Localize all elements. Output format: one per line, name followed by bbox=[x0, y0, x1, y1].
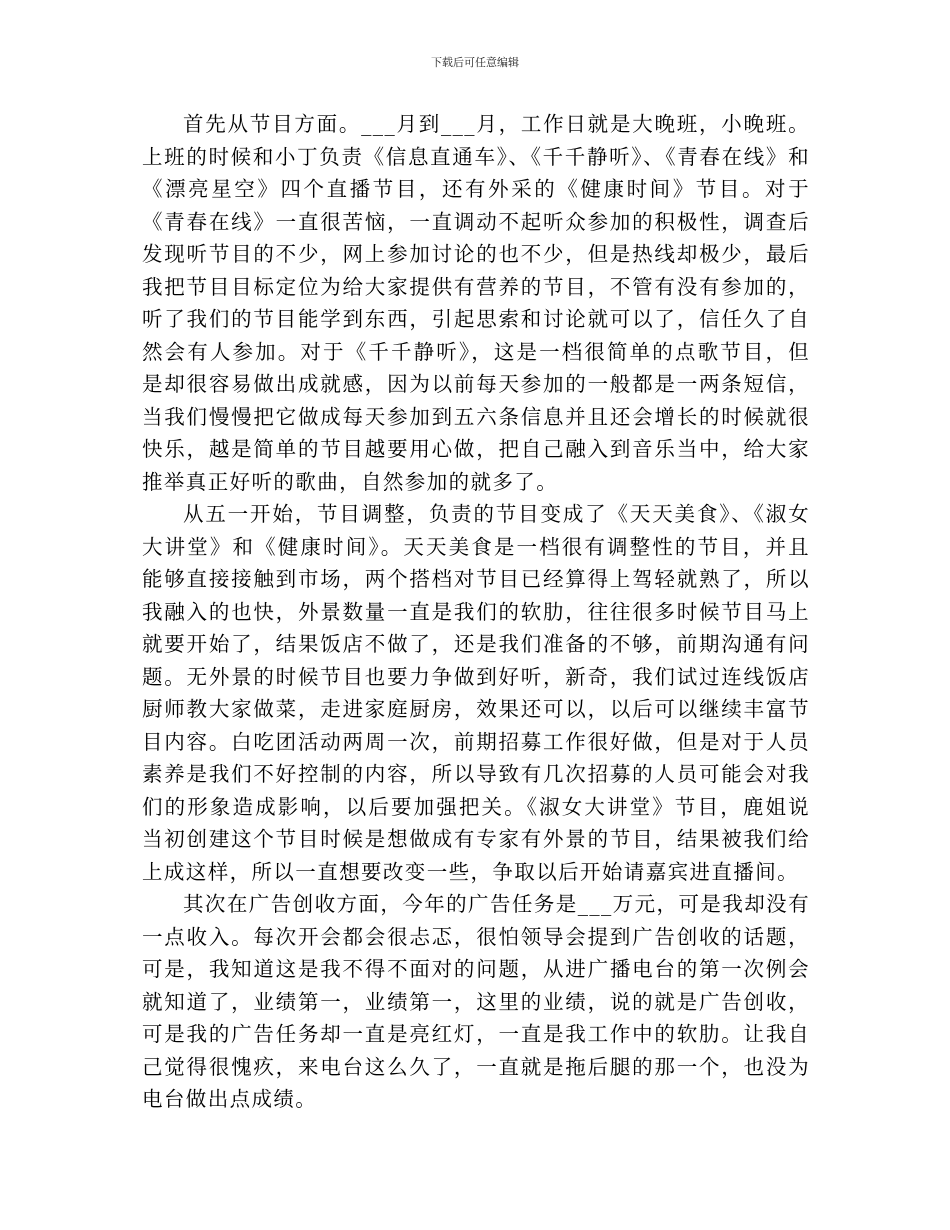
document-body bbox=[142, 108, 810, 1116]
paragraph-program-adjustment: 从五一开始，节目调整，负责的节目变成了《天天美食》、《淑女大讲堂》和《健康时间》。天天美食是一档很有调整性的节目，并且能够直接接触到市场，两个搭档对节目已经算得上驾轻就熟了，所以我融入的也快，外景数量一直是我们的软肋，往往很多时候节目马上就要开始了，结果饭店不做了，还是我们准备的不够，前期沟通有问题。无外景的时候节目也要力争做到好听，新奇，我们试过连线饭店厨师教大家做菜，走进家庭厨房，效果还可以，以后可以继续丰富节目内容。白吃团活动两周一次，前期招募工作很好做，但是对于人员素养是我们不好控制的内容，所以导致有几次招募的人员可能会对我们的形象造成影响，以后要加强把关。《淑女大讲堂》节目，鹿姐说当初创建这个节目时候是想做成有专家有外景的节目，结果被我们给上成这样，所以一直想要改变一些，争取以后开始请嘉宾进直播间。 bbox=[142, 502, 810, 884]
paragraph-programs: 首先从节目方面。___月到___月，工作日就是大晚班，小晚班。上班的时候和小丁负责《信息直通车》、《千千静听》、《青春在线》和《漂亮星空》四个直播节目，还有外采的《健康时间》节目。对于《青春在线》一直很苦恼，一直调动不起听众参加的积极性，调查后发现听节目的不少，网上参加讨论的也不少，但是热线却极少，最后我把节目目标定位为给大家提供有营养的节目，不管有没有参加的，听了我们的节目能学到东西，引起思索和讨论就可以了，信任久了自然会有人参加。对于《千千静听》，这是一档很简单的点歌节目，但是却很容易做出成就感，因为以前每天参加的一般都是一两条短信，当我们慢慢把它做成每天参加到五六条信息并且还会增长的时候就很快乐，越是简单的节目越要用心做，把自己融入到音乐当中，给大家推举真正好听的歌曲，自然参加的就多了。 bbox=[142, 112, 810, 494]
paragraph-advertising: 其次在广告创收方面，今年的广告任务是___万元，可是我却没有一点收入。每次开会都会很忐忑，很怕领导会提到广告创收的话题，可是，我知道这是我不得不面对的问题，从进广播电台的第一次例会就知道了，业绩第一，业绩第一，这里的业绩，说的就是广告创收，可是我的广告任务却一直是亮红灯，一直是我工作中的软肋。让我自己觉得很愧疚，来电台这么久了，一直就是拖后腿的那一个，也没为电台做出点成绩。 bbox=[142, 892, 810, 1111]
page-header: 下载后可任意编辑 bbox=[431, 56, 519, 69]
